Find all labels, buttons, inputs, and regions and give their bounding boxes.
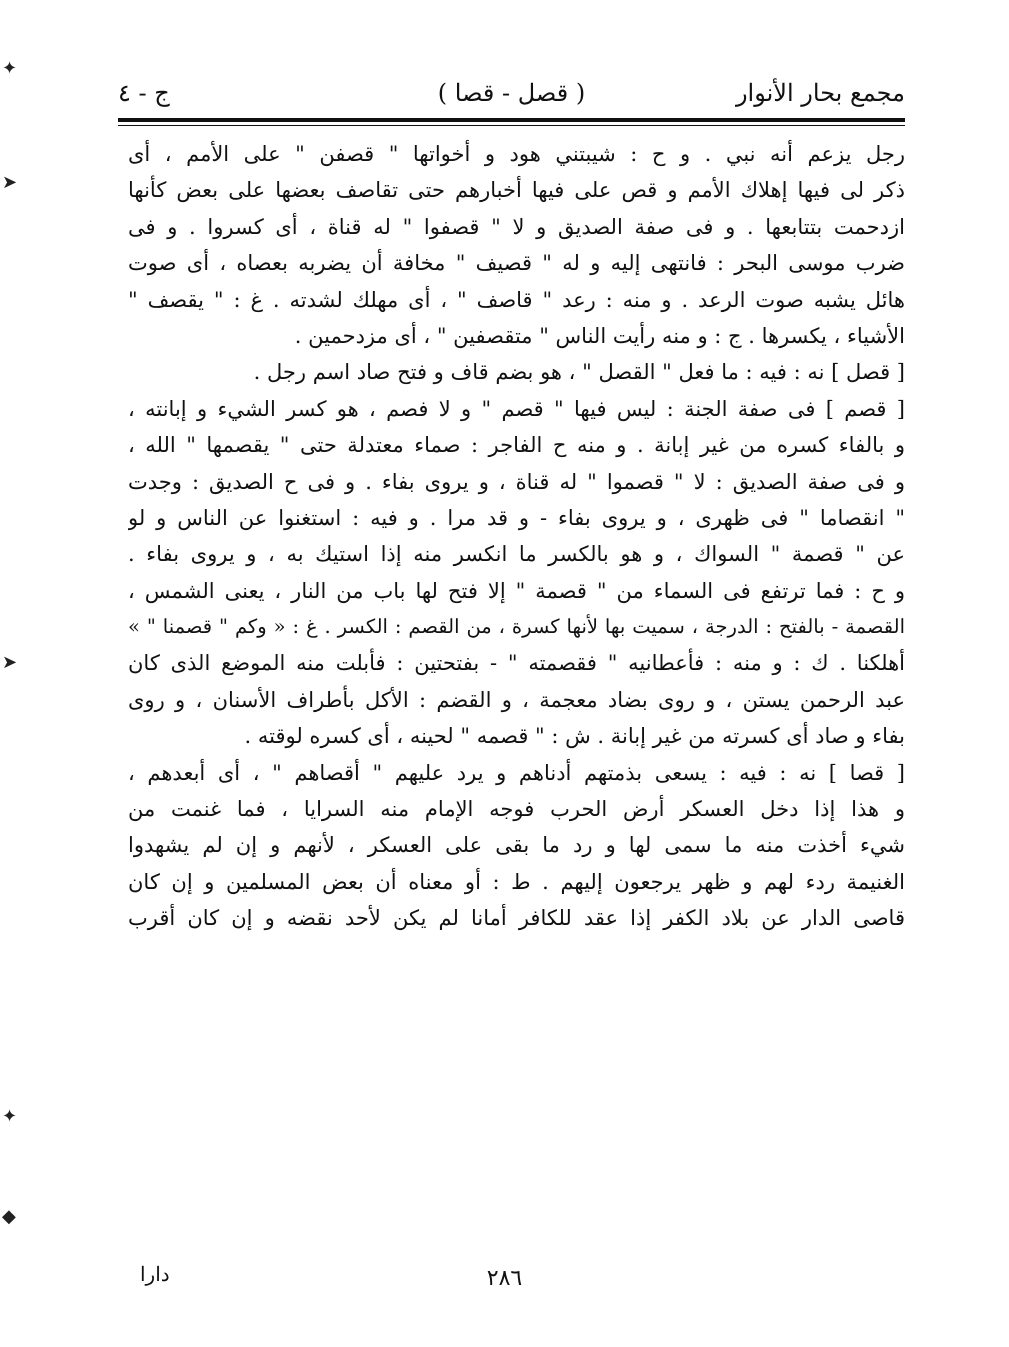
text-line: شيء أخذت منه ما سمى لها و رد ما بقى على العسكر ، لأنهم و إن لم يشهدوا — [128, 833, 905, 858]
text-line: الأشياء ، يكسرها . ج : و منه رأيت الناس " متقصفين " ، أى مزدحمين . — [294, 323, 905, 348]
text-line: عبد الرحمن يستن ، و روى بضاد معجمة ، و القضم : الأكل بأطراف الأسنان ، و روى — [128, 687, 905, 712]
volume-number: ج - ٤ — [118, 79, 170, 107]
text-line: و هذا إذا دخل العسكر أرض الحرب فوجه الإمام منه السرايا ، فما غنمت من — [128, 797, 905, 822]
text-line: الغنيمة ردء لهم و ظهر يرجعون إليهم . ط : أو معناه أن بعض المسلمين و إن كان — [128, 869, 905, 894]
text-line: ازدحمت بتتابعها . و فى صفة الصديق و لا " قصفوا " له قناة ، أى كسروا . و فى — [128, 214, 905, 239]
text-line: قاصى الدار عن بلاد الكفر إذا عقد للكافر أمانا لم يكن لأحد نقضه و إن كان أقرب — [128, 906, 905, 931]
margin-mark-icon: ✦ — [2, 1106, 18, 1127]
entry-qasl: [ قصل ] نه : فيه : ما فعل " القصل " ، هو بضم قاف و فتح صاد اسم رجل . — [253, 360, 905, 385]
entry-qasa: [ قصا ] نه : فيه : يسعى بذمتهم أدناهم و يرد عليهم " أقصاهم " ، أى أبعدهم ، — [128, 760, 905, 785]
margin-mark-icon: ➤ — [2, 652, 18, 673]
text-line: ذكر لى فيها إهلاك الأمم و قص على فيها أخبارهم حتى تقاصف بعضها على بعض كأنها — [128, 178, 905, 203]
text-line: القصمة - بالفتح : الدرجة ، سميت بها لأنها كسرة ، من القصم : الكسر . غ : « وكم " قصمنا " » — [128, 615, 905, 639]
entry-qasm: [ قصم ] فى صفة الجنة : ليس فيها " قصم " و لا فصم ، هو كسر الشيء و إبانته ، — [128, 396, 905, 421]
text-line: أهلكنا . ك : و منه : فأعطانيه " فقصمته " - بفتحتين : فأبلت منه الموضع الذى كان — [128, 651, 905, 676]
page-number: ٢٨٦ — [486, 1266, 523, 1291]
book-title: مجمع بحار الأنوار — [735, 79, 905, 107]
margin-mark-icon: ◆ — [2, 1206, 16, 1227]
entry-range: ( قصل - قصا ) — [437, 79, 586, 107]
footer-mark: دارا — [140, 1262, 170, 1286]
text-line: بفاء و صاد أى كسرته من غير إبانة . ش : " قصمه " لحينه ، أى كسره لوقته . — [244, 724, 905, 749]
text-line: ضرب موسى البحر : فانتهى إليه و له " قصيف " مخافة أن يضربه بعصاه ، أى صوت — [128, 251, 905, 276]
text-line: هائل يشبه صوت الرعد . و منه : رعد " قاصف " ، أى مهلك لشدته . غ : " يقصف " — [128, 287, 905, 312]
header-rule-thick — [118, 118, 905, 122]
margin-mark-icon: ✦ — [2, 58, 18, 79]
text-line: و بالفاء كسره من غير إبانة . و منه ح الفاجر : صماء معتدلة حتى " يقصمها " الله ، — [128, 433, 905, 458]
text-line: عن " قصمة " السواك ، و هو بالكسر ما انكسر منه إذا استيك به ، و يروى بفاء . — [128, 542, 905, 567]
text-line: رجل يزعم أنه نبي . و ح : شيبتني هود و أخواتها " قصفن " على الأمم ، أى — [128, 142, 905, 166]
text-line: " انقصاما " فى ظهرى ، و يروى بفاء - و قد مرا . و فيه : استغنوا عن الناس و لو — [128, 505, 905, 530]
running-header — [118, 76, 905, 110]
text-line: و ح : فما ترتفع فى السماء من " قصمة " إلا فتح لها باب من النار ، يعنى الشمس ، — [128, 578, 905, 603]
text-line: و فى صفة الصديق : لا " قصموا " له قناة ، و يروى بفاء . و فى ح الصديق : وجدت — [128, 469, 905, 494]
header-rule-thin — [118, 125, 905, 126]
margin-mark-icon: ➤ — [2, 172, 18, 193]
page-body — [128, 136, 905, 937]
